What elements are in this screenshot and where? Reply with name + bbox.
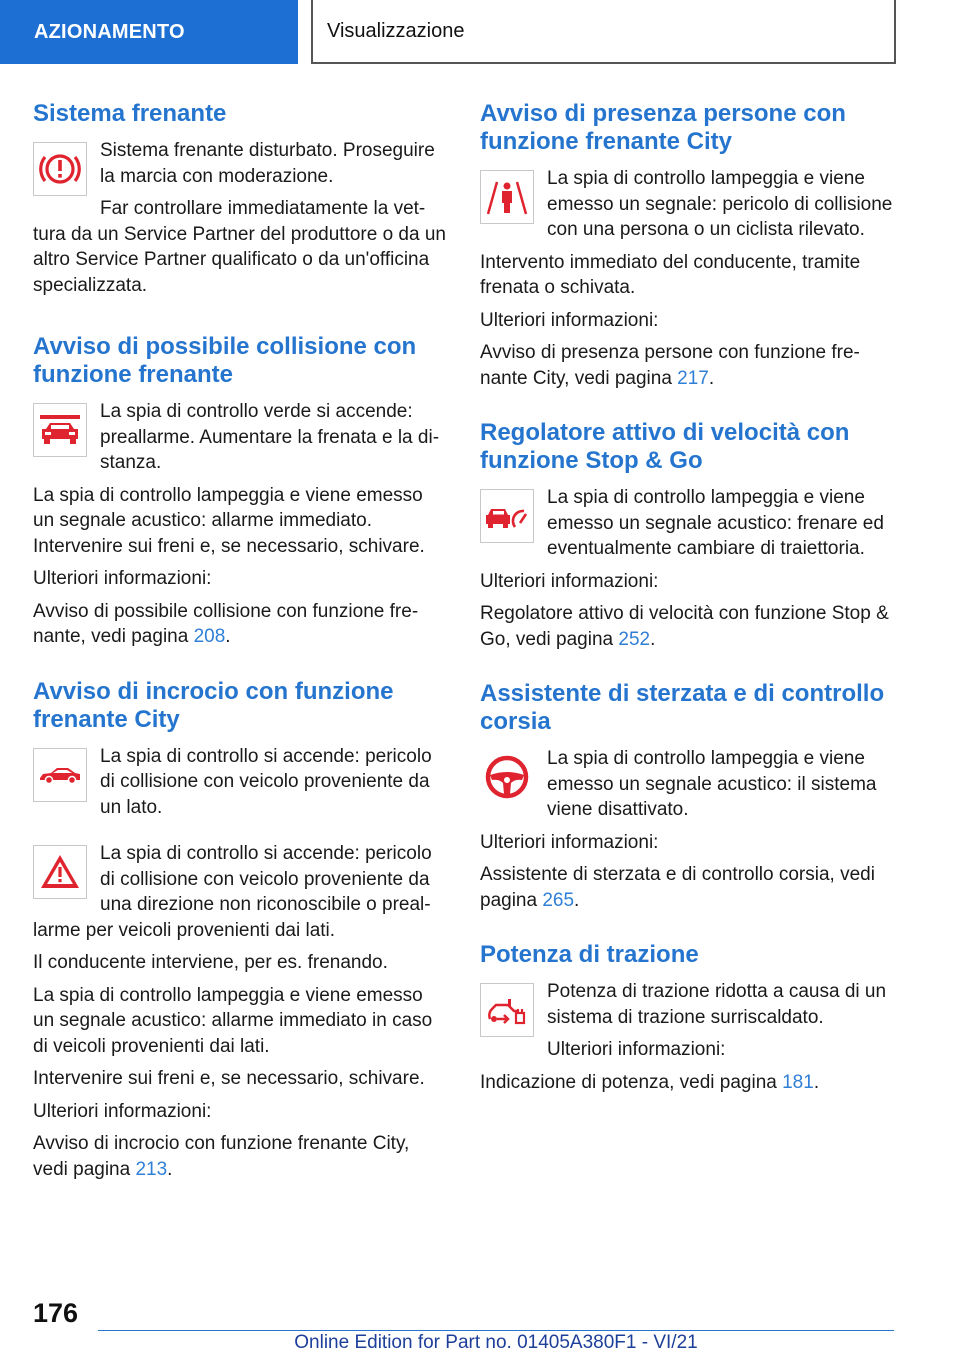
section-heading: Regolatore attivo di velocità con funzione Stop & Go [480, 419, 850, 474]
page-link-181[interactable]: 181 [782, 1071, 814, 1093]
paragraph: Regolatore attivo di velocità con funzione Stop & Go, vedi pagina 252. [480, 603, 889, 650]
right-column [480, 100, 896, 1123]
left-column [33, 100, 449, 1210]
paragraph: La spia di controllo lampeggia e viene emesso un segnale acustico: allarme immediato. Intervenire sui freni e, se necessario, schivare. [33, 484, 425, 557]
paragraph: Sistema frenante disturbato. Proseguire la marcia con moderazione. [100, 140, 435, 187]
page-link-208[interactable]: 208 [193, 626, 226, 647]
section-title: AZIONAMENTO [34, 20, 185, 43]
traction-system-icon [480, 983, 534, 1037]
reference-text: Assistente di sterzata e di controllo corsia, vedi pagina [480, 864, 875, 911]
section-pedestrian-warning [480, 100, 896, 391]
paragraph: La spia di controllo verde si accende: preallarme. Aumentare la frenata e la distanza. [100, 401, 440, 473]
footer-divider [98, 1330, 894, 1331]
section-traction-power [480, 941, 896, 1095]
paragraph: Ulteriori informazioni: [33, 568, 212, 589]
steering-wheel-icon [480, 750, 534, 804]
paragraph: Far controllare immediatamente la vettura da un Service Partner del produttore o da un altro Service Partner qualificato o da un'officina specializzata. [33, 198, 446, 296]
reference-text: Avviso di possibile collisione con funzione frenante, vedi pagina [33, 600, 419, 647]
chapter-title: Visualizzazione [327, 19, 465, 42]
section-heading: Avviso di possibile collisione con funzione frenante [33, 333, 417, 388]
page-link-217[interactable]: 217 [677, 367, 709, 389]
section-heading: Sistema frenante [33, 100, 227, 127]
reference-text: Regolatore attivo di velocità con funzione Stop & Go, vedi pagina [480, 603, 889, 650]
paragraph: La spia di controllo si accende: pericolo di collisione con veicolo proveniente da un lato. [100, 745, 432, 818]
page-link-252[interactable]: 252 [618, 628, 651, 650]
paragraph: La spia di controllo lampeggia e viene emesso un segnale acustico: allarme immediato in caso di veicoli provenienti dai lati. [33, 984, 433, 1057]
paragraph: Potenza di trazione ridotta a causa di un sistema di trazione surriscaldato. [547, 981, 887, 1028]
paragraph: Avviso di possibile collisione con funzione frenante, vedi pagina 208. [33, 600, 419, 647]
cruise-control-warning-icon [480, 489, 534, 543]
paragraph: Ulteriori informazioni: [480, 309, 659, 331]
reference-text: Avviso di presenza persone con funzione frenante City, vedi pagina [480, 342, 860, 389]
section-steering-assistant [480, 680, 896, 913]
paragraph: La spia di controllo si accende: pericolo di collisione con veicolo proveniente da una direzione non riconoscibile o preallarme per veicoli provenienti dai lati. [33, 843, 432, 941]
section-heading: Avviso di presenza persone con funzione frenante City [480, 100, 846, 155]
paragraph: Ulteriori informazioni: [547, 1039, 726, 1060]
paragraph: Il conducente interviene, per es. frenando. [33, 952, 388, 973]
page-link-265[interactable]: 265 [542, 889, 575, 911]
paragraph: Indicazione di potenza, vedi pagina 181. [480, 1071, 820, 1093]
section-active-cruise [480, 419, 896, 652]
section-heading: Assistente di sterzata e di controllo corsia [480, 680, 885, 735]
section-heading: Avviso di incrocio con funzione frenante City [33, 677, 394, 733]
page-link-213[interactable]: 213 [135, 1158, 168, 1180]
section-brake-system [33, 100, 449, 305]
paragraph: La spia di controllo lampeggia e viene emesso un segnale: pericolo di collisione con una persona o un ciclista rilevato. [547, 168, 893, 240]
paragraph: La spia di controllo lampeggia e viene emesso un segnale acustico: frenare ed eventualmente cambiare di traiettoria. [547, 487, 884, 559]
paragraph: La spia di controllo lampeggia e viene emesso un segnale acustico: il sistema viene disattivato. [547, 748, 877, 820]
paragraph: Ulteriori informazioni: [480, 831, 659, 853]
section-tab [0, 0, 298, 64]
warning-triangle-icon [33, 845, 87, 899]
reference-text: Avviso di incrocio con funzione frenante City, vedi pagina [33, 1133, 410, 1180]
paragraph: Avviso di presenza persone con funzione frenante City, vedi pagina 217. [480, 342, 860, 389]
side-traffic-car-icon [33, 748, 87, 802]
paragraph: Assistente di sterzata e di controllo corsia, vedi pagina 265. [480, 864, 875, 911]
paragraph: Ulteriori informazioni: [33, 1100, 212, 1122]
pedestrian-warning-icon [480, 170, 534, 224]
page-number: 176 [33, 1298, 79, 1328]
chapter-tab [311, 0, 896, 64]
section-heading: Potenza di trazione [480, 941, 699, 968]
footer-edition: Online Edition for Part no. 01405A380F1 - VI/21 [294, 1332, 698, 1353]
paragraph: Ulteriori informazioni: [480, 570, 659, 592]
front-collision-car-icon [33, 403, 87, 457]
reference-text: Indicazione di potenza, vedi pagina [480, 1071, 783, 1093]
section-collision-warning [33, 333, 449, 650]
paragraph: Avviso di incrocio con funzione frenante City, vedi pagina 213. [33, 1133, 410, 1180]
paragraph: Intervento immediato del conducente, tramite frenata o schivata. [480, 251, 861, 298]
brake-warning-icon [33, 142, 87, 196]
section-crossing-warning [33, 678, 449, 1183]
paragraph: Intervenire sui freni e, se necessario, schivare. [33, 1068, 425, 1089]
